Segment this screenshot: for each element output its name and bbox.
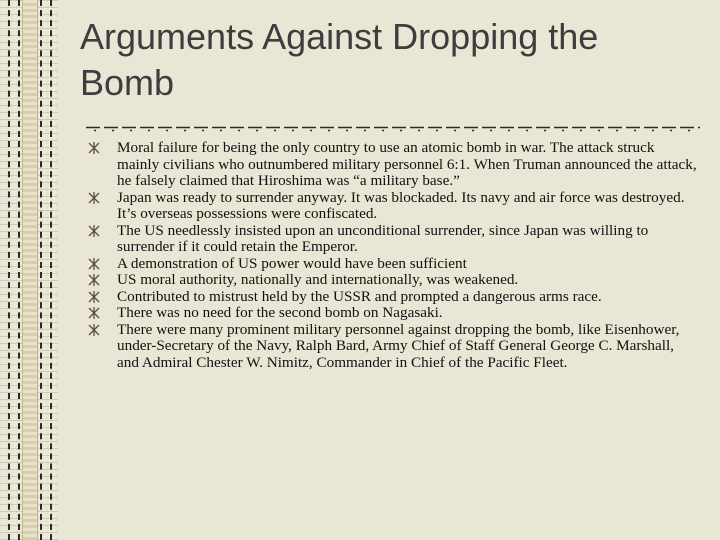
bullet-item bbox=[86, 223, 698, 256]
bullet-item bbox=[86, 305, 698, 322]
stitch-line bbox=[40, 0, 42, 540]
stitch-line bbox=[18, 0, 20, 540]
woven-band bbox=[22, 0, 38, 540]
bullet-item bbox=[86, 289, 698, 306]
slide-title: Arguments Against Dropping the Bomb bbox=[80, 16, 599, 103]
bullet-text: US moral authority, nationally and internationally, was weakened. bbox=[117, 271, 519, 288]
stitched-divider bbox=[86, 126, 700, 132]
bullet-text: Contributed to mistrust held by the USSR and prompted a dangerous arms race. bbox=[117, 287, 602, 305]
cross-stitch-bullet-icon bbox=[88, 274, 100, 286]
bullet-text: There were many prominent military personnel against dropping the bomb, like Eisenhower, under-Secretary of the Navy, Ralph Bard, Army Chief of Staff General George C. Marshall, and Admiral Chester W. Nimitz, Commander in Chief of the Pacific Fleet. bbox=[117, 320, 680, 371]
bullet-item bbox=[86, 256, 698, 273]
bullet-text: Japan was ready to surrender anyway. It was blockaded. Its navy and air force was destroyed. It’s overseas possessions were confiscated. bbox=[117, 188, 685, 222]
stitch-line bbox=[50, 0, 52, 540]
bullet-text: The US needlessly insisted upon an unconditional surrender, since Japan was willing to surrender if it could retain the Emperor. bbox=[117, 221, 649, 255]
stitched-left-border bbox=[0, 0, 58, 540]
bullet-text: A demonstration of US power would have been sufficient bbox=[117, 254, 467, 272]
bullet-list bbox=[86, 140, 698, 371]
bullet-item bbox=[86, 272, 698, 289]
cross-stitch-bullet-icon bbox=[88, 192, 100, 204]
stitch-line bbox=[8, 0, 10, 540]
cross-stitch-bullet-icon bbox=[88, 291, 100, 303]
bullet-item bbox=[86, 190, 698, 223]
bullet-text: There was no need for the second bomb on Nagasaki. bbox=[117, 304, 443, 321]
bullet-item bbox=[86, 140, 698, 190]
cross-stitch-bullet-icon bbox=[88, 258, 100, 270]
bullet-text: Moral failure for being the only country to use an atomic bomb in war. The attack struck mainly civilians who outnumbered military personnel 6:1. When Truman announced the attack, he falsely claimed that Hiroshima was “a military base.” bbox=[117, 139, 697, 189]
cross-stitch-bullet-icon bbox=[88, 225, 100, 237]
cross-stitch-bullet-icon bbox=[88, 307, 100, 319]
cross-stitch-bullet-icon bbox=[88, 142, 100, 154]
cross-stitch-bullet-icon bbox=[88, 324, 100, 336]
bullet-item bbox=[86, 322, 698, 372]
